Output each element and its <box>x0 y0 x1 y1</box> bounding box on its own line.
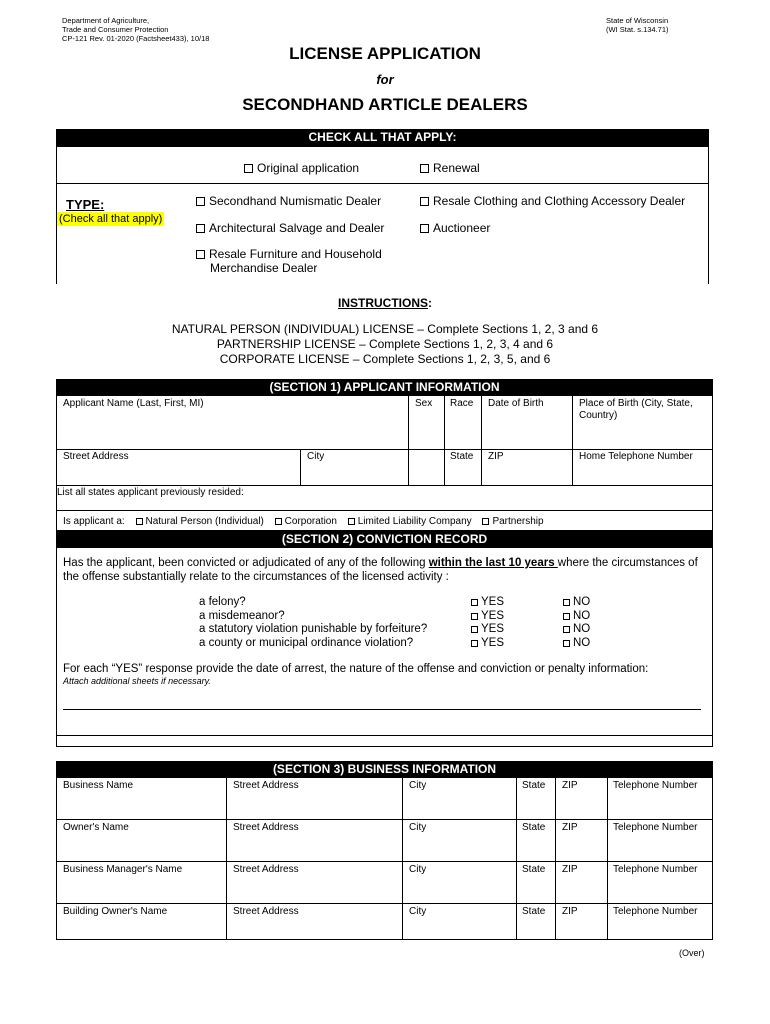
no-column <box>563 596 590 650</box>
owner-state-label: State <box>522 822 546 833</box>
original-application-option[interactable]: Original application <box>244 161 359 175</box>
ordinance-no[interactable]: NO <box>563 637 590 651</box>
manager-street-label: Street Address <box>233 864 299 875</box>
state-citation <box>606 16 669 34</box>
applicant-name-label: Applicant Name (Last, First, MI) <box>63 398 204 409</box>
form-title-for: for <box>376 72 394 87</box>
misdemeanor-yes-checkbox[interactable] <box>471 613 478 620</box>
building-owner-city-label: City <box>409 906 427 917</box>
form-title: LICENSE APPLICATION <box>289 44 481 63</box>
owner-city-label: City <box>409 822 427 833</box>
race-label: Race <box>450 398 474 409</box>
architectural-salvage-checkbox[interactable] <box>196 224 205 233</box>
state-label: State <box>450 451 474 462</box>
instructions-corporate: CORPORATE LICENSE – Complete Sections 1, 2, 3, 5, and 6 <box>219 352 551 366</box>
architectural-salvage-option[interactable]: Architectural Salvage and Dealer <box>196 221 384 235</box>
owner-phone-label: Telephone Number <box>613 822 698 833</box>
over-indicator: (Over) <box>679 948 705 958</box>
auctioneer-checkbox[interactable] <box>420 224 429 233</box>
business-zip-label: ZIP <box>562 780 578 791</box>
sex-label: Sex <box>415 398 433 409</box>
statutory-no-checkbox[interactable] <box>563 626 570 633</box>
home-phone-label: Home Telephone Number <box>579 451 693 462</box>
corporation-checkbox[interactable] <box>275 518 282 525</box>
state-line-1: State of Wisconsin <box>606 16 669 25</box>
original-application-checkbox[interactable] <box>244 164 253 173</box>
section2-heading: (SECTION 2) CONVICTION RECORD <box>56 531 713 548</box>
misdemeanor-no-checkbox[interactable] <box>563 613 570 620</box>
owner-street-label: Street Address <box>233 822 299 833</box>
check-all-heading: CHECK ALL THAT APPLY: <box>56 129 709 147</box>
building-owner-street-label: Street Address <box>233 906 299 917</box>
zip-label: ZIP <box>488 451 504 462</box>
felony-yes-checkbox[interactable] <box>471 599 478 606</box>
offense-list <box>199 596 427 650</box>
natural-person-option[interactable]: Natural Person (Individual) <box>136 516 264 527</box>
offense-statutory-violation: a statutory violation punishable by forfeiture? <box>199 623 428 635</box>
type-hint: (Check all that apply) <box>59 213 163 225</box>
form-id: CP-121 Rev. 01-2020 (Factsheet433), 10/18 <box>62 34 210 43</box>
ordinance-yes[interactable]: YES <box>471 637 504 651</box>
numismatic-dealer-checkbox[interactable] <box>196 197 205 206</box>
details-write-line[interactable] <box>63 709 701 710</box>
instructions-heading: INSTRUCTIONS: <box>338 296 432 310</box>
owner-zip-label: ZIP <box>562 822 578 833</box>
business-name-label: Business Name <box>63 780 134 791</box>
statutory-no[interactable]: NO <box>563 623 590 637</box>
application-kind-row <box>56 147 709 184</box>
manager-name-label: Business Manager's Name <box>63 864 183 875</box>
misdemeanor-yes[interactable]: YES <box>471 610 504 624</box>
business-street-label: Street Address <box>233 780 299 791</box>
offense-felony: a felony? <box>199 596 246 608</box>
section1-heading: (SECTION 1) APPLICANT INFORMATION <box>56 379 713 396</box>
agency-line-2: Trade and Consumer Protection <box>62 25 169 34</box>
yes-followup-instruction: For each “YES” response provide the date of arrest, the nature of the offense and conviction or penalty information: <box>63 663 649 675</box>
type-label: TYPE: <box>66 197 105 212</box>
statutory-yes[interactable]: YES <box>471 623 504 637</box>
is-applicant-label: Is applicant a: <box>63 516 125 527</box>
previous-states-label: List all states applicant previously resided: <box>57 487 244 498</box>
date-of-birth-label: Date of Birth <box>488 398 544 409</box>
within-10-years-emphasis: within the last 10 years <box>428 557 558 569</box>
partnership-checkbox[interactable] <box>482 518 489 525</box>
type-left-border <box>56 184 57 284</box>
offense-ordinance-violation: a county or municipal ordinance violation? <box>199 636 414 649</box>
business-state-label: State <box>522 780 546 791</box>
statutory-yes-checkbox[interactable] <box>471 626 478 633</box>
resale-clothing-checkbox[interactable] <box>420 197 429 206</box>
llc-checkbox[interactable] <box>348 518 355 525</box>
felony-no[interactable]: NO <box>563 596 590 610</box>
partnership-option[interactable]: Partnership <box>482 516 543 527</box>
resale-clothing-option[interactable]: Resale Clothing and Clothing Accessory Dealer <box>420 194 685 208</box>
building-owner-name-label: Building Owner's Name <box>63 906 168 917</box>
section3-heading: (SECTION 3) BUSINESS INFORMATION <box>56 761 713 778</box>
entity-type-row <box>63 516 544 528</box>
auctioneer-option[interactable]: Auctioneer <box>420 221 490 235</box>
details-lower-rule <box>56 735 713 736</box>
instructions-body <box>0 322 770 367</box>
numismatic-dealer-option[interactable]: Secondhand Numismatic Dealer <box>196 194 381 208</box>
form-subtitle: SECONDHAND ARTICLE DEALERS <box>242 95 528 114</box>
felony-no-checkbox[interactable] <box>563 599 570 606</box>
agency-name <box>62 16 209 43</box>
business-phone-label: Telephone Number <box>613 780 698 791</box>
renewal-checkbox[interactable] <box>420 164 429 173</box>
city-label: City <box>307 451 325 462</box>
ordinance-no-checkbox[interactable] <box>563 640 570 647</box>
manager-zip-label: ZIP <box>562 864 578 875</box>
manager-state-label: State <box>522 864 546 875</box>
offense-misdemeanor: a misdemeanor? <box>199 609 285 622</box>
manager-phone-label: Telephone Number <box>613 864 698 875</box>
building-owner-zip-label: ZIP <box>562 906 578 917</box>
street-address-label: Street Address <box>63 451 129 462</box>
building-owner-state-label: State <box>522 906 546 917</box>
ordinance-yes-checkbox[interactable] <box>471 640 478 647</box>
llc-option[interactable]: Limited Liability Company <box>348 516 472 527</box>
conviction-question: Has the applicant, been convicted or adjudicated of any of the following within the last 10 years where the circumstances of the offense substantially relate to the circumstances of the licensed activity : <box>63 557 698 583</box>
resale-furniture-line-2: Merchandise Dealer <box>210 261 318 275</box>
place-of-birth-label: Place of Birth (City, State, Country) <box>579 398 693 421</box>
manager-city-label: City <box>409 864 427 875</box>
misdemeanor-no[interactable]: NO <box>563 610 590 624</box>
business-city-label: City <box>409 780 427 791</box>
owner-name-label: Owner's Name <box>63 822 129 833</box>
instructions-partnership: PARTNERSHIP LICENSE – Complete Sections 1, 2, 3, 4 and 6 <box>216 337 554 351</box>
corporation-option[interactable]: Corporation <box>275 516 337 527</box>
resale-furniture-option[interactable]: Resale Furniture and Household Merchandise Dealer <box>196 247 382 275</box>
instructions-natural-person: NATURAL PERSON (INDIVIDUAL) LICENSE – Complete Sections 1, 2, 3 and 6 <box>171 322 599 336</box>
state-line-2: (WI Stat. s.134.71) <box>606 25 669 34</box>
natural-person-checkbox[interactable] <box>136 518 143 525</box>
resale-furniture-checkbox[interactable] <box>196 250 205 259</box>
renewal-option[interactable]: Renewal <box>420 161 480 175</box>
yes-column <box>471 596 504 650</box>
building-owner-phone-label: Telephone Number <box>613 906 698 917</box>
agency-line-1: Department of Agriculture, <box>62 16 150 25</box>
felony-yes[interactable]: YES <box>471 596 504 610</box>
attach-sheets-note: Attach additional sheets if necessary. <box>63 676 211 686</box>
type-right-border <box>708 184 709 284</box>
